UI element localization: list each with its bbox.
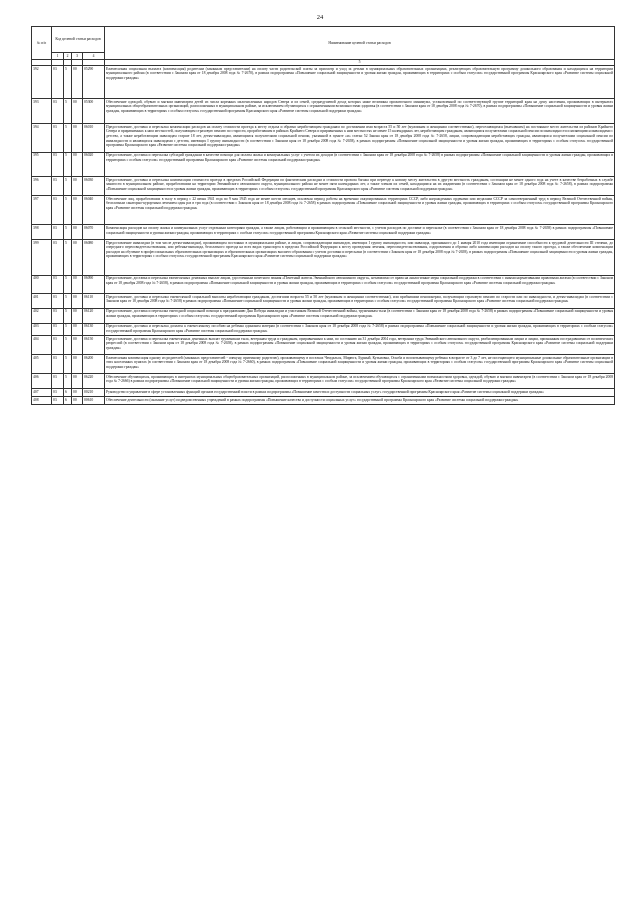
code-subprogram: 5 [64,240,72,276]
table-row [32,177,615,196]
code-program: 03 [52,355,64,374]
code-subprogram: 5 [64,308,72,323]
code-subprogram: 5 [64,66,72,99]
table-row [32,336,615,355]
row-number: 401 [32,294,52,309]
row-description: Предоставление, доставка и пересылка компенсации расходов на оплату стоимости проезда к месту отдыха и обратно неработающим гражданам по достижении ими возраста 55 и 50 лет (мужчинам и женщинам соответственно), переселяющимся (выехавшим) на постоянное место жительства из районов Крайнего Севера и приравненных к ним местностей, получающим страховую пенсию по старости, проработавшим в районах Крайнего Севера и приравненных к ним местностях не менее 15 календарных лет, неработающим гражданам, являющимся получателями социальной пенсии по инвалидности и являющимся инвалидами с детства, а также неработающим инвалидам старше 18 лет, детям-инвалидам, являющимся получателями социальной пенсии, указанной в пункте «и» статьи 52 Закона края от 18 декабря 2008 года № 7-2658, лицам, сопровождающим неработающих граждан, являющихся получателями социальной пенсии по инвалидности и являющихся инвалидами с детства, имеющих I группу инвалидности (в соответствии с Законом края от 18 декабря 2008 года № 7-2658), в рамках подпрограммы «Повышение социальной защищенности и уровня жизни граждан, проживающих в территориях с особым статусом» государственной программы Красноярского края «Развитие системы социальной поддержки граждан» [105,124,615,152]
code-subprogram: 5 [64,177,72,196]
code-direction: 00 [72,99,83,124]
code-article: 05290 [83,66,105,99]
code-article: 06200 [83,355,105,374]
row-number: 400 [32,275,52,294]
code-direction: 00 [72,225,83,240]
code-subprogram: 5 [64,152,72,177]
row-number: 395 [32,152,52,177]
table-row [32,225,615,240]
row-number: 404 [32,336,52,355]
row-number: 393 [32,99,52,124]
code-program: 03 [52,308,64,323]
code-program: 03 [52,66,64,99]
table-row [32,389,615,397]
code-subprogram: 6 [64,389,72,397]
code-subprogram: 5 [64,323,72,336]
row-description: Предоставление, доставка и пересылка ежемесячных денежных выплат труженикам тыла, ветеранам труда и гражданам, приравненным к ним, по состоянию на 31 декабря 2004 года, ветеранам труда Эвенкийского автономного округа, реабилитированным лицам и лицам, признанным пострадавшими от политических репрессий (в соответствии с Законом края от 18 декабря 2008 года № 7-2658), в рамках подпрограммы «Повышение социальной защищенности и уровня жизни граждан, проживающих в территориях с особым статусом» государственной программы Красноярского края «Развитие системы социальной поддержки граждан» [105,336,615,355]
table-row [32,397,615,405]
table-row [32,308,615,323]
code-program: 03 [52,397,64,405]
row-number: 407 [32,389,52,397]
page-number: 24 [316,14,324,21]
code-subprogram: 5 [64,99,72,124]
code-direction: 00 [72,294,83,309]
code-article: 06040 [83,196,105,225]
code-article: 06030 [83,177,105,196]
code-program: 03 [52,336,64,355]
row-description: Предоставление, доставка и пересылка ежемесячных денежных выплат лицам, удостоенным почетного звания «Почетный житель Эвенкийского автономного округа», независимо от права на аналогичные меры социальной поддержки в соответствии с иными нормативными правовыми актами (в соответствии с Законом края от 18 декабря 2008 года № 7-2658), в рамках подпрограммы «Повышение социальной защищенности и уровня жизни граждан, проживающих в территориях с особым статусом» государственной программы Красноярского края «Развитие системы социальной поддержки граждан» [105,275,615,294]
row-description: Ежемесячная социальная выплата (компенсация) родителям (законным представителям) на оплату части родительской платы за присмотр и уход за детьми в муниципальных образовательных организациях, реализующих образовательную программу дошкольного образования и находящихся на территории муниципального района (в соответствии с Законом края от 18 декабря 2008 года № 7-2670), в рамках подпрограммы «Повышение социальной защищенности и уровня жизни граждан, проживающих в территориях с особым статусом» государственной программы Красноярского края «Развитие системы социальной поддержки граждан» [105,66,615,99]
row-description: Предоставление инвалидам (в том числе детям-инвалидам), проживающим постоянно в муниципальном районе, и лицам, сопровождающим инвалидов, имеющих I группу инвалидности, или инвалида, признанного до 1 января 2010 года имеющим ограничение способности к трудовой деятельности III степени, до очередного переосвидетельствования, или ребенка-инвалида, бесплатного проезда на всех видах транспорта в пределах Российской Федерации к месту проведения лечения, переосвидетельствования, оздоровления и обратно либо компенсации расходов на оплату такого проезда, а также обеспечение компенсации расходов на обучение в профессиональных образовательных организациях и образовательных организациях высшего образования с учетом доставки и пересылки (в соответствии с Законом края от 18 декабря 2008 года № 7-2658), в рамках подпрограммы «Повышение социальной защищенности и уровня жизни граждан, проживающих в территориях с особым статусом» государственной программы Красноярского края «Развитие системы социальной поддержки граждан» [105,240,615,276]
code-article: 06090 [83,275,105,294]
code-direction: 00 [72,196,83,225]
code-direction: 00 [72,240,83,276]
code-article: 06120 [83,308,105,323]
row-description: Обеспечение обучающихся, проживающих в интернатах муниципальных общеобразовательных организаций, расположенных в муниципальном районе, за исключением обучающихся с ограниченными возможностями здоровья, одеждой, обувью и мягким инвентарем (в соответствии с Законом края от 18 декабря 2008 года № 7-2666) в рамках подпрограммы «Повышение социальной защищенности и уровня жизни граждан, проживающих в территориях с особым статусом» государственной программы Красноярского края «Развитие системы социальной поддержки граждан» [105,374,615,389]
row-number: 406 [32,374,52,389]
code-article: 06020 [83,152,105,177]
table-row [32,66,615,99]
row-number: 399 [32,240,52,276]
table-row [32,124,615,152]
code-direction: 00 [72,66,83,99]
header-sub-2: 2 [64,53,72,60]
table-row [32,240,615,276]
header-sub-3: 3 [72,53,83,60]
row-description: Ежемесячная компенсация одному из родителей (законных представителей - опекуну, приемному родителю), проживающему в поселках Чемдальск, Мирюга, Бурный, Кузьмовка, Оскоба и воспитывающему ребенка в возрасте от 3 до 7 лет, не посещающего муниципальные дошкольные образовательные организации в этих населенных пунктах (в соответствии с Законом края от 18 декабря 2008 года № 7-2660), в рамках подпрограммы «Повышение социальной защищенности и уровня жизни граждан, проживающих в территориях с особым статусом» государственной программы Красноярского края «Развитие системы социальной поддержки граждан» [105,355,615,374]
code-subprogram: 5 [64,355,72,374]
row-description: Предоставление, доставка и пересылка компенсации стоимости проезда в пределах Российской Федерации по фактическим расходам и стоимости провоза багажа при переезде к новому месту жительства в другую местность гражданам, состоящим не менее одного года на учете в качестве безработных в службе занятости в муниципальном районе, проработавшим на территории Эвенкийского автономного округа, муниципального района не менее пяти календарных лет, а также членам их семей, находящимся на их иждивении (в соответствии с Законом края от 18 декабря 2008 года № 7-2658), в рамках подпрограммы «Повышение социальной защищенности и уровня жизни граждан, проживающих в территориях с особым статусом» государственной программы Красноярского края «Развитие системы социальной поддержки граждан» [105,177,615,196]
row-number: 392 [32,66,52,99]
code-direction: 00 [72,397,83,405]
code-article: 06070 [83,225,105,240]
row-description: Предоставление, доставка и пересылка доплаты к ежемесячному пособию на ребенка одиноким матерям (в соответствии с Законом края от 18 декабря 2008 года № 7-2658) в рамках подпрограммы «Повышение социальной защищенности и уровня жизни граждан, проживающих в территориях с особым статусом» государственной программы Красноярского края «Развитие системы социальной поддержки граждан» [105,323,615,336]
table-row [32,323,615,336]
code-subprogram: 5 [64,196,72,225]
header-name-col-num: 5 [105,59,615,66]
code-direction: 00 [72,374,83,389]
code-program: 03 [52,294,64,309]
row-description: Руководство и управление в сфере установленных функций органов государственной власти в рамках подпрограммы «Повышение качества и доступности социальных услуг» государственной программы Красноярского края «Развитие системы социальной поддержки граждан» [105,389,615,397]
row-description: Обеспечение деятельности (оказание услуг) подведомственных учреждений в рамках подпрограммы «Повышение качества и доступности социальных услуг» государственной программы Красноярского края «Развитие системы социальной поддержки граждан» [105,397,615,405]
code-direction: 00 [72,323,83,336]
code-subprogram: 5 [64,374,72,389]
table-body [32,66,615,405]
code-direction: 00 [72,308,83,323]
code-article: 06080 [83,240,105,276]
code-article: 05300 [83,99,105,124]
code-direction: 00 [72,336,83,355]
code-program: 03 [52,240,64,276]
code-direction: 00 [72,177,83,196]
code-program: 03 [52,196,64,225]
row-number: 403 [32,323,52,336]
code-direction: 00 [72,124,83,152]
row-number: 398 [32,225,52,240]
code-subprogram: 5 [64,124,72,152]
code-program: 03 [52,225,64,240]
code-program: 03 [52,124,64,152]
target-articles-table [31,26,615,405]
row-number: 394 [32,124,52,152]
code-direction: 00 [72,275,83,294]
code-article: 00210 [83,389,105,397]
header-sub-4: 4 [83,53,105,60]
row-description: Обеспечение одеждой, обувью и мягким инвентарем детей из числа коренных малочисленных народов Севера и из семей, среднедушевой доход которых ниже величины прожиточного минимума, установленной по соответствующей группе территорий края на душу населения, проживающих в интернатах муниципальных общеобразовательных организаций, расположенных в муниципальном районе, за исключением обучающихся с ограниченными возможностями здоровья (в соответствии с Законом края от 18 декабря 2008 года № 7-2670), в рамках подпрограммы «Повышение социальной защищенности и уровня жизни граждан, проживающих в территориях с особым статусом» государственной программы Красноярского края «Развитие системы социальной поддержки граждан» [105,99,615,124]
code-direction: 00 [72,152,83,177]
row-number: 402 [32,308,52,323]
row-description: Компенсация расходов на оплату жилья и коммунальных услуг отдельным категориям граждан, а также лицам, работающим и проживающим в сельской местности, с учетом расходов по доставке и пересылке (в соответствии с Законом края от 18 декабря 2008 года № 7-2658) в рамках подпрограммы «Повышение социальной защищенности и уровня жизни граждан, проживающих в территориях с особым статусом» государственной программы Красноярского края «Развитие системы социальной поддержки граждан» [105,225,615,240]
code-program: 03 [52,99,64,124]
code-article: 06220 [83,374,105,389]
code-program: 03 [52,152,64,177]
code-program: 03 [52,374,64,389]
code-program: 03 [52,389,64,397]
code-article: 06110 [83,294,105,309]
code-subprogram: 6 [64,397,72,405]
code-subprogram: 5 [64,336,72,355]
code-program: 03 [52,275,64,294]
table-row [32,152,615,177]
table-row [32,99,615,124]
code-subprogram: 5 [64,275,72,294]
code-program: 03 [52,177,64,196]
header-code-group: Код целевой статьи расходов [52,27,105,53]
code-article: 06010 [83,124,105,152]
row-number: 396 [32,177,52,196]
table-row [32,196,615,225]
row-description: Предоставление, доставка и пересылка субсидий гражданам в качестве помощи для оплаты жилья и коммунальных услуг с учетом их доходов (в соответствии с Законом края от 18 декабря 2008 года № 7-2658) в рамках подпрограммы «Повышение социальной защищенности и уровня жизни граждан, проживающих в территориях с особым статусом» государственной программы Красноярского края «Развитие системы социальной поддержки граждан» [105,152,615,177]
code-subprogram: 5 [64,294,72,309]
header-sub-1: 1 [52,53,64,60]
row-description: Предоставление, доставка и пересылка ежемесячной социальной выплаты неработающим гражданам, достигшим возраста 55 и 50 лет (мужчинам и женщинам соответственно), или прибывшим пенсионерам, получающим страховую пенсию по старости или по инвалидности, и детям-инвалидам (в соответствии с Законом края от 18 декабря 2008 года № 7-2658) в рамках подпрограммы «Повышение социальной защищенности и уровня жизни граждан, проживающих в территориях с особым статусом» государственной программы Красноярского края «Развитие системы социальной поддержки граждан» [105,294,615,309]
table-header-row [32,27,615,53]
table-row [32,374,615,389]
row-number: 408 [32,397,52,405]
code-program: 03 [52,323,64,336]
row-description: Предоставление, доставка и пересылка ежегодной социальной помощи к празднованию Дня Победы инвалидам и участникам Великой Отечественной войны, труженикам тыла (в соответствии с Законом края от 18 декабря 2008 года № 7-2658) в рамках подпрограммы «Повышение социальной защищенности и уровня жизни граждан, проживающих в территориях с особым статусом» государственной программы Красноярского края «Развитие системы социальной поддержки граждан» [105,308,615,323]
code-direction: 00 [72,389,83,397]
code-article: 00610 [83,397,105,405]
row-description: Обеспечение лиц, проработавших в тылу в период с 22 июня 1941 года по 9 мая 1945 года не менее шести месяцев, исключая период работы на временно оккупированных территориях СССР, либо награжденных орденами или медалями СССР за самоотверженный труд в период Великой Отечественной войны, бесплатным санаторно-курортным лечением один раз в три года (в соответствии с Законом края от 18 декабря 2008 года № 7-2658) в рамках подпрограммы «Повышение социальной защищенности и уровня жизни граждан, проживающих в территориях с особым статусом» государственной программы Красноярского края «Развитие системы социальной поддержки граждан» [105,196,615,225]
table-row [32,275,615,294]
table-row [32,294,615,309]
row-number: 405 [32,355,52,374]
header-num: № п/п [32,27,52,60]
table-row [32,355,615,374]
code-subprogram: 5 [64,225,72,240]
header-name: Наименование целевой статьи расходов [105,27,615,60]
code-article: 06150 [83,336,105,355]
code-direction: 00 [72,355,83,374]
code-article: 06130 [83,323,105,336]
row-number: 397 [32,196,52,225]
